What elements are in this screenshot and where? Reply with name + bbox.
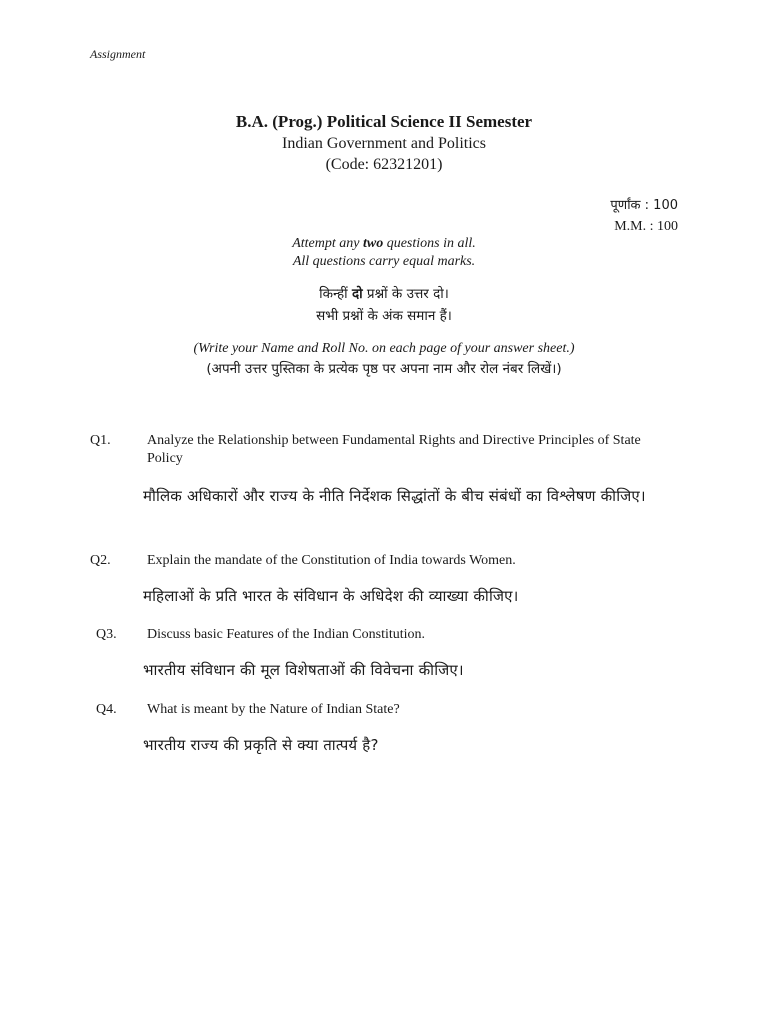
question-number: Q1. bbox=[90, 433, 111, 448]
instruction-attempt-hindi-pre: किन्हीं bbox=[319, 286, 352, 302]
instruction-attempt-hindi-count: दो bbox=[351, 286, 363, 302]
instruction-marks-hindi: सभी प्रश्नों के अंक समान हैं। bbox=[316, 308, 452, 324]
instruction-attempt bbox=[0, 235, 768, 253]
write-name-note-hindi: (अपनी उत्तर पुस्तिका के प्रत्येक पृष्ठ पर अपना नाम और रोल नंबर लिखें।) bbox=[206, 361, 562, 377]
question-number: Q2. bbox=[90, 553, 111, 568]
instructions bbox=[0, 235, 768, 327]
instructions-hindi bbox=[0, 283, 768, 327]
instruction-attempt-pre: Attempt any bbox=[292, 236, 363, 251]
paper-title: Indian Government and Politics bbox=[282, 135, 486, 152]
document-header-label: Assignment bbox=[90, 47, 146, 61]
question-text-english bbox=[147, 432, 657, 468]
question-text-hindi: भारतीय राज्य की प्रकृति से क्या तात्पर्य है? bbox=[143, 736, 379, 754]
question-text-hindi: महिलाओं के प्रति भारत के संविधान के अधिदेश की व्याख्या कीजिए। bbox=[143, 587, 519, 605]
question-text-hindi: मौलिक अधिकारों और राज्य के नीति निर्देशक सिद्धांतों के बीच संबंधों का विश्लेषण कीजिए। bbox=[143, 487, 646, 505]
instruction-attempt-post: questions in all. bbox=[383, 236, 476, 251]
instruction-attempt-count: two bbox=[362, 236, 384, 251]
write-name-note bbox=[0, 339, 768, 380]
instruction-attempt-hindi-post: प्रश्नों के उत्तर दो। bbox=[362, 286, 449, 302]
max-marks-english: M.M. : 100 bbox=[614, 219, 678, 234]
max-marks bbox=[610, 195, 678, 237]
question-text-english: Explain the mandate of the Constitution of India towards Women. bbox=[147, 553, 516, 568]
title-block bbox=[0, 111, 768, 175]
question-number: Q4. bbox=[96, 702, 117, 717]
question-1-english: Analyze the Relationship between Fundamental Rights and Directive Principles of State Policy bbox=[147, 433, 641, 466]
instruction-attempt-hindi bbox=[0, 283, 768, 305]
course-title: B.A. (Prog.) Political Science II Semester bbox=[235, 112, 533, 131]
question-number: Q3. bbox=[96, 627, 117, 642]
paper-code: (Code: 62321201) bbox=[325, 156, 443, 173]
max-marks-hindi: पूर्णांक : 100 bbox=[610, 198, 678, 213]
instruction-marks: All questions carry equal marks. bbox=[292, 254, 476, 269]
question-text-english: Discuss basic Features of the Indian Constitution. bbox=[147, 627, 426, 642]
question-text-english: What is meant by the Nature of Indian State? bbox=[147, 702, 400, 717]
write-name-note-english: (Write your Name and Roll No. on each page of your answer sheet.) bbox=[193, 341, 575, 356]
question-text-hindi: भारतीय संविधान की मूल विशेषताओं की विवेचना कीजिए। bbox=[143, 661, 464, 679]
